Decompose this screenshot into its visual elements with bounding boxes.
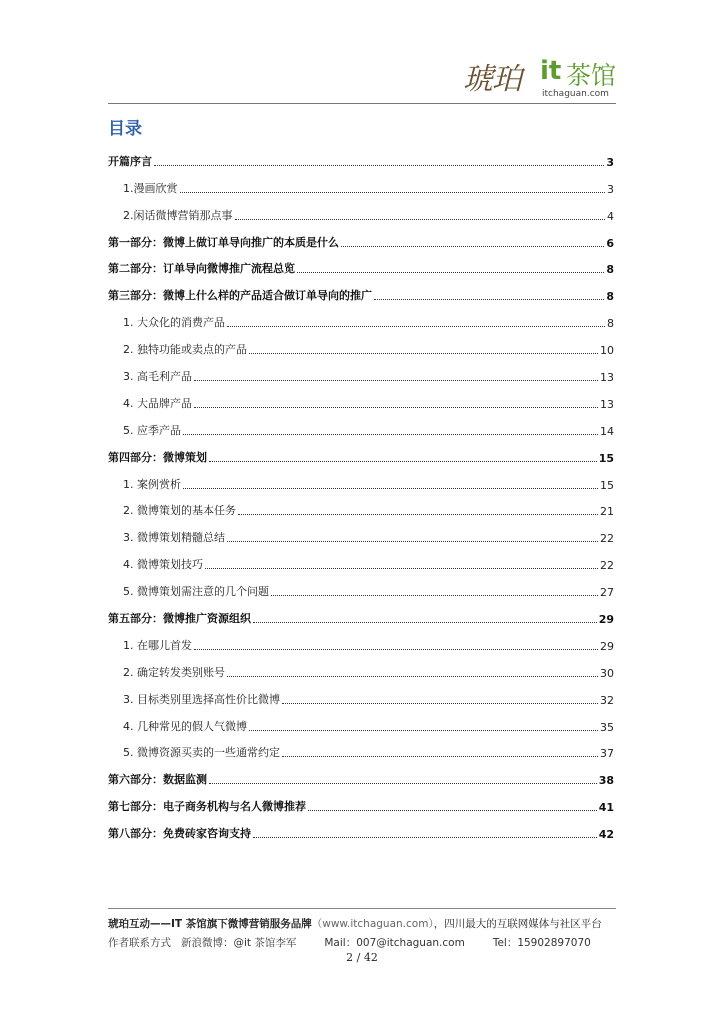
toc-entry-title: 第三部分：微博上什么样的产品适合做订单导向的推广 bbox=[108, 289, 372, 303]
toc-entry-page: 22 bbox=[600, 559, 614, 573]
toc-entry-title: 第六部分：数据监测 bbox=[108, 773, 207, 787]
toc-entry-page: 8 bbox=[607, 317, 614, 331]
toc-dot-leader bbox=[238, 513, 598, 515]
toc-dot-leader bbox=[227, 675, 598, 677]
toc-entry-title: 第四部分：微博策划 bbox=[108, 450, 207, 464]
toc-entry[interactable] bbox=[108, 734, 614, 761]
toc-entry[interactable] bbox=[108, 492, 614, 519]
toc-entry-page: 38 bbox=[598, 774, 614, 788]
toc-dot-leader bbox=[271, 594, 598, 596]
toc-entry-title: 1. 大众化的消费产品 bbox=[123, 316, 225, 330]
footer-contact-label: 作者联系方式 bbox=[108, 937, 171, 949]
toc-entry-title: 1. 案例赏析 bbox=[123, 477, 181, 491]
toc-entry-page: 3 bbox=[606, 155, 614, 169]
toc-entry[interactable] bbox=[108, 169, 614, 196]
toc-entry-page: 30 bbox=[600, 666, 614, 680]
footer-brand-line bbox=[108, 916, 602, 931]
toc-entry-page: 22 bbox=[600, 532, 614, 546]
toc-entry[interactable] bbox=[108, 250, 614, 277]
toc-entry-title: 2.闲话微博营销那点事 bbox=[123, 208, 233, 222]
toc-entry-title: 第五部分：微博推广资源组织 bbox=[108, 612, 251, 626]
toc-entry-title: 4. 大品牌产品 bbox=[123, 396, 192, 410]
toc-entry-page: 14 bbox=[600, 424, 614, 438]
toc-dot-leader bbox=[194, 648, 598, 650]
toc-dot-leader bbox=[341, 245, 604, 247]
toc-entry-page: 8 bbox=[606, 263, 614, 277]
toc-entry[interactable] bbox=[108, 653, 614, 680]
toc-entry-page: 21 bbox=[600, 505, 614, 519]
toc-dot-leader bbox=[249, 729, 598, 731]
toc-entry-page: 15 bbox=[598, 451, 614, 465]
toc-entry-title: 2. 微博策划的基本任务 bbox=[123, 504, 236, 518]
toc-entry[interactable] bbox=[108, 760, 614, 787]
toc-dot-leader bbox=[227, 540, 598, 542]
toc-entry[interactable] bbox=[108, 384, 614, 411]
footer-url[interactable]: （www.itchaguan.com） bbox=[311, 918, 434, 930]
toc-entry[interactable] bbox=[108, 518, 614, 545]
toc-entry[interactable] bbox=[108, 680, 614, 707]
toc-entry-title: 5. 应季产品 bbox=[123, 423, 181, 437]
toc-entry[interactable] bbox=[108, 357, 614, 384]
toc-entry-page: 29 bbox=[600, 639, 614, 653]
toc-entry-page: 15 bbox=[600, 478, 614, 492]
toc-entry-title: 第一部分：微博上做订单导向推广的本质是什么 bbox=[108, 235, 339, 249]
toc-entry-title: 5. 微博资源买卖的一些通常约定 bbox=[123, 746, 280, 760]
footer-contact-line bbox=[108, 935, 619, 950]
toc-entry-title: 3. 目标类别里选择高性价比微博 bbox=[123, 692, 280, 706]
toc-entry-page: 13 bbox=[600, 371, 614, 385]
toc-entry[interactable] bbox=[108, 465, 614, 492]
toc-dot-leader bbox=[249, 352, 598, 354]
footer-brand: 琥珀互动——IT 茶馆旗下微博营销服务品牌 bbox=[108, 918, 312, 930]
toc-entry-page: 29 bbox=[598, 613, 614, 627]
toc-entry-title: 1. 在哪儿首发 bbox=[123, 638, 192, 652]
toc-entry-page: 6 bbox=[606, 236, 614, 250]
toc-dot-leader bbox=[209, 782, 597, 784]
page-number: 2 / 42 bbox=[346, 951, 378, 964]
toc-dot-leader bbox=[180, 191, 606, 193]
toc-entry-page: 4 bbox=[607, 209, 614, 223]
toc-entry-page: 8 bbox=[606, 290, 614, 304]
toc-entry-page: 35 bbox=[600, 720, 614, 734]
toc-dot-leader bbox=[209, 460, 597, 462]
toc-dot-leader bbox=[253, 621, 597, 623]
toc-entry[interactable] bbox=[108, 303, 614, 330]
toc-dot-leader bbox=[183, 487, 598, 489]
footer-tagline: ，四川最大的互联网媒体与社区平台 bbox=[433, 918, 602, 930]
toc-entry-title: 第八部分：免费砖家咨询支持 bbox=[108, 827, 251, 841]
toc-entry-title: 开篇序言 bbox=[108, 154, 152, 168]
toc-dot-leader bbox=[205, 567, 598, 569]
toc-entry[interactable] bbox=[108, 814, 614, 841]
toc-entry-title: 3. 高毛利产品 bbox=[123, 370, 192, 384]
toc-dot-leader bbox=[308, 809, 597, 811]
toc-entry[interactable] bbox=[108, 545, 614, 572]
toc-entry-page: 41 bbox=[598, 801, 614, 815]
toc-entry[interactable] bbox=[108, 626, 614, 653]
toc-heading: 目录 bbox=[108, 119, 142, 139]
toc-entry[interactable] bbox=[108, 142, 614, 169]
toc-dot-leader bbox=[235, 218, 606, 220]
toc-entry[interactable] bbox=[108, 787, 614, 814]
toc-dot-leader bbox=[282, 755, 598, 757]
toc-entry[interactable] bbox=[108, 276, 614, 303]
toc-entry-title: 2. 独特功能或卖点的产品 bbox=[123, 343, 247, 357]
toc-dot-leader bbox=[227, 325, 605, 327]
toc-entry-page: 37 bbox=[600, 747, 614, 761]
toc-dot-leader bbox=[374, 298, 604, 300]
toc-entry-title: 1.漫画欣赏 bbox=[123, 181, 178, 195]
toc-entry[interactable] bbox=[108, 438, 614, 465]
toc-entry-title: 3. 微博策划精髓总结 bbox=[123, 531, 225, 545]
logo-url-text: itchaguan.com bbox=[542, 89, 609, 99]
toc-dot-leader bbox=[194, 406, 598, 408]
toc-entry[interactable] bbox=[108, 223, 614, 250]
toc-entry[interactable] bbox=[108, 707, 614, 734]
toc-entry-page: 32 bbox=[600, 693, 614, 707]
toc-entry[interactable] bbox=[108, 411, 614, 438]
toc-entry[interactable] bbox=[108, 330, 614, 357]
toc-entry-title: 4. 微博策划技巧 bbox=[123, 558, 203, 572]
header-divider bbox=[108, 103, 616, 104]
toc-dot-leader bbox=[253, 836, 597, 838]
footer-mail[interactable]: Mail：007@itchaguan.com bbox=[324, 937, 465, 949]
toc-dot-leader bbox=[297, 271, 604, 273]
table-of-contents bbox=[108, 142, 614, 841]
toc-entry-title: 第七部分：电子商务机构与名人微博推荐 bbox=[108, 800, 306, 814]
header-logo bbox=[463, 54, 623, 104]
toc-dot-leader bbox=[282, 702, 598, 704]
logo-it-text: it bbox=[540, 56, 562, 86]
logo-amber-text: 琥珀 bbox=[463, 62, 521, 97]
toc-entry-title: 5. 微博策划需注意的几个问题 bbox=[123, 585, 269, 599]
toc-entry[interactable] bbox=[108, 599, 614, 626]
toc-dot-leader bbox=[183, 433, 598, 435]
toc-dot-leader bbox=[194, 379, 598, 381]
footer-tel: Tel：15902897070 bbox=[492, 937, 591, 949]
footer-weibo: 新浪微博：@it 茶馆李军 bbox=[181, 937, 297, 949]
toc-entry-page: 42 bbox=[598, 828, 614, 842]
toc-entry-title: 第二部分：订单导向微博推广流程总览 bbox=[108, 262, 295, 276]
toc-entry-title: 2. 确定转发类别账号 bbox=[123, 665, 225, 679]
toc-entry-title: 4. 几种常见的假人气微博 bbox=[123, 719, 247, 733]
toc-entry-page: 27 bbox=[600, 586, 614, 600]
toc-entry-page: 13 bbox=[600, 397, 614, 411]
footer-divider bbox=[108, 908, 616, 909]
toc-entry[interactable] bbox=[108, 572, 614, 599]
toc-entry-page: 10 bbox=[600, 344, 614, 358]
toc-dot-leader bbox=[154, 164, 604, 166]
logo-tea-text: 茶馆 bbox=[566, 61, 617, 90]
toc-entry-page: 3 bbox=[607, 182, 614, 196]
toc-entry[interactable] bbox=[108, 196, 614, 223]
